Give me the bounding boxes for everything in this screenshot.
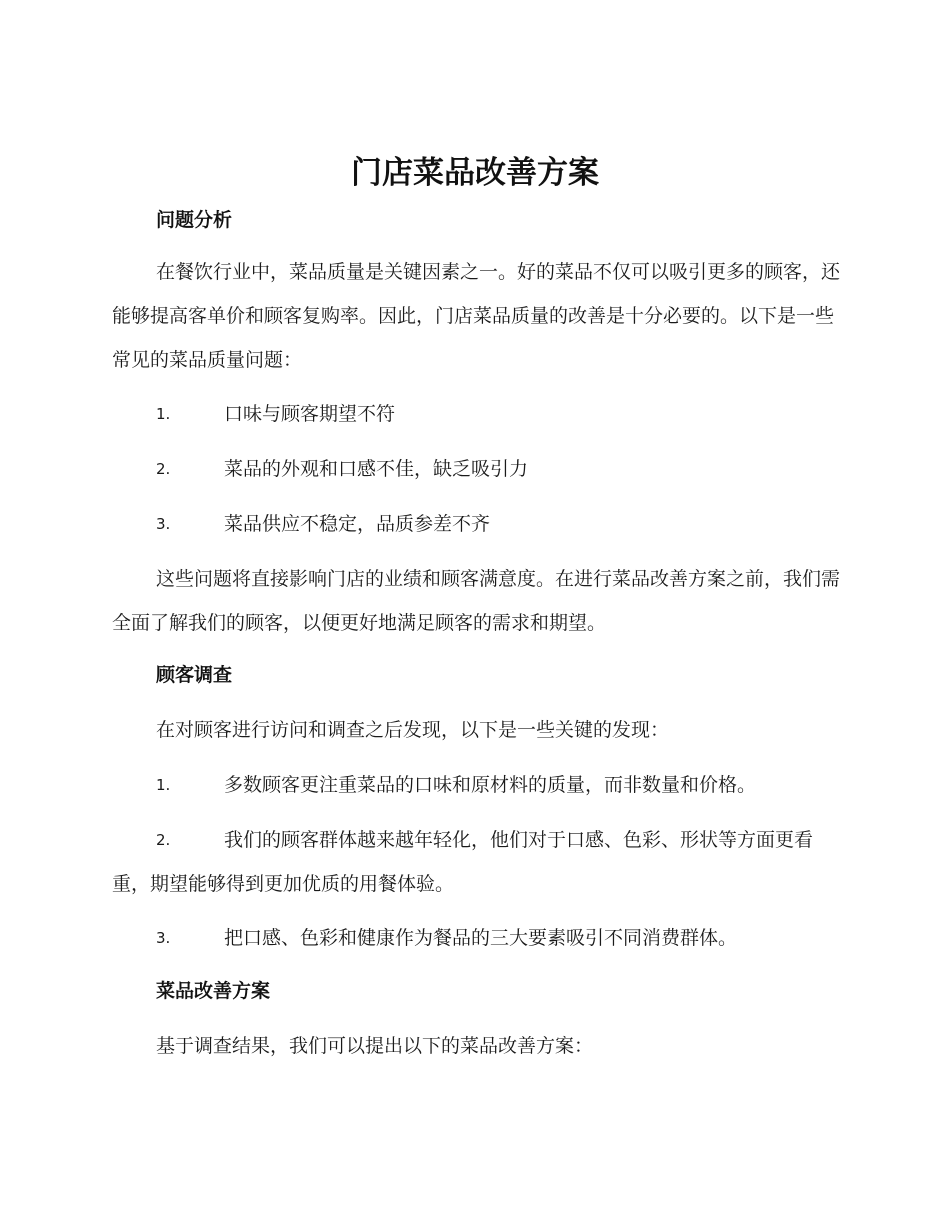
list-item [112,763,842,807]
list-item-number: 2. [156,831,171,849]
list-item-number: 3. [156,929,171,947]
list-item [112,392,842,436]
list-item-text: 菜品供应不稳定，品质参差不齐 [224,513,491,535]
section-heading-improvement-plan: 菜品改善方案 [156,980,271,1002]
section-outro-paragraph: 这些问题将直接影响门店的业绩和顾客满意度。在进行菜品改善方案之前，我们需全面了解我们的顾客，以便更好地满足顾客的需求和期望。 [112,568,841,634]
section-intro-paragraph: 基于调查结果，我们可以提出以下的菜品改善方案： [156,1035,594,1057]
section-intro-paragraph: 在餐饮行业中，菜品质量是关键因素之一。好的菜品不仅可以吸引更多的顾客，还能够提高客单价和顾客复购率。因此，门店菜品质量的改善是十分必要的。以下是一些常见的菜品质量问题： [112,261,841,371]
list-item [112,818,842,906]
list-item-number: 1. [156,776,171,794]
list-item-text: 我们的顾客群体越来越年轻化，他们对于口感、色彩、形状等方面更看重，期望能够得到更加优质的用餐体验。 [112,829,814,895]
list-item [112,916,842,960]
section-intro-paragraph: 在对顾客进行访问和调查之后发现，以下是一些关键的发现： [156,719,670,741]
list-item-text: 把口感、色彩和健康作为餐品的三大要素吸引不同消费群体。 [224,927,738,949]
list-item-text: 菜品的外观和口感不佳，缺乏吸引力 [224,458,529,480]
list-item [112,447,842,491]
list-item-number: 3. [156,515,171,533]
list-item-number: 2. [156,460,171,478]
list-item [112,502,842,546]
list-item-text: 多数顾客更注重菜品的口味和原材料的质量，而非数量和价格。 [224,774,757,796]
section-heading-problem-analysis: 问题分析 [156,209,233,231]
section-heading-customer-survey: 顾客调查 [156,664,233,686]
document-title: 门店菜品改善方案 [351,155,599,191]
list-item-number: 1. [156,405,171,423]
list-item-text: 口味与顾客期望不符 [224,403,396,425]
